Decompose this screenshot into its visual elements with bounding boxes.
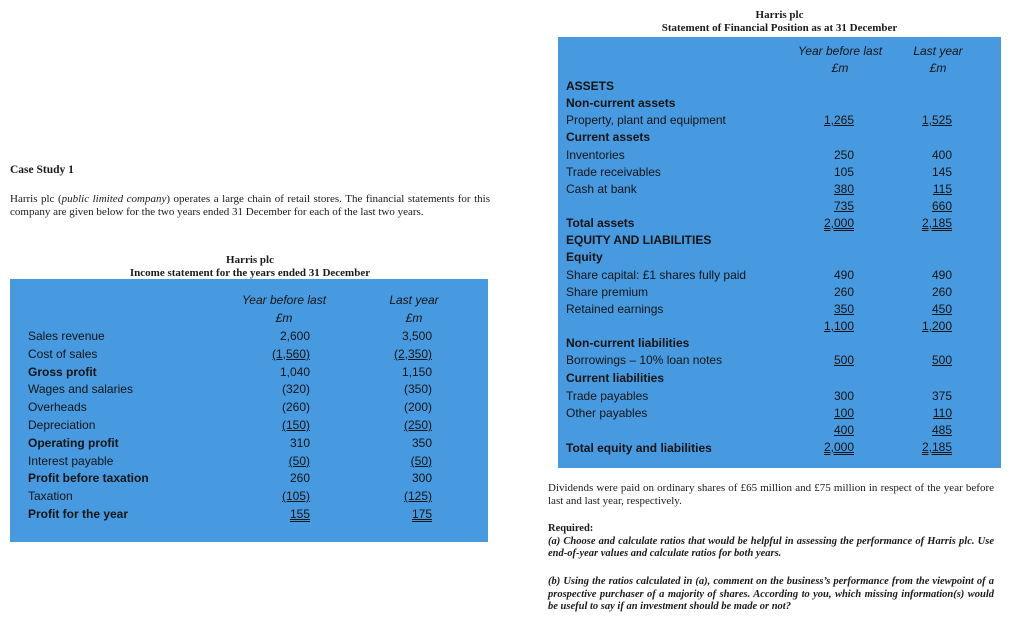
bs-cash-label: Cash at bank xyxy=(566,182,637,196)
is-row-value-col2: (50) xyxy=(410,453,432,468)
bs-inventories-v2: 400 xyxy=(931,148,952,162)
bs-cl-heading: Current liabilities xyxy=(566,371,665,385)
bs-non-current-assets-heading: Non-current assets xyxy=(566,96,676,110)
is-row-label: Operating profit xyxy=(28,435,119,450)
bs-borrowings-v1: 500 xyxy=(833,353,854,367)
is-row-label: Taxation xyxy=(28,489,73,504)
bs-col2-header: Last year xyxy=(913,44,963,58)
is-row-label: Overheads xyxy=(28,400,87,415)
bs-total-assets-label: Total assets xyxy=(566,216,635,230)
bs-col1-unit: £m xyxy=(831,61,849,75)
bs-total-assets-v1: 2,000 xyxy=(823,216,854,230)
is-col2-header: Last year xyxy=(389,293,439,307)
bs-share-premium-v1: 260 xyxy=(833,285,854,299)
is-company: Harris plc xyxy=(226,254,274,266)
bs-ca-total-v2: 660 xyxy=(931,199,952,213)
bs-col1-header: Year before last xyxy=(797,44,883,58)
bs-borrowings-v2: 500 xyxy=(931,353,952,367)
is-row-value-col1: (105) xyxy=(281,489,310,504)
is-row-value-col2: (2,350) xyxy=(393,346,432,361)
bs-ca-total-v1: 735 xyxy=(833,199,854,213)
bs-borrowings-label: Borrowings – 10% loan notes xyxy=(566,353,723,367)
bs-eq-total-v2: 1,200 xyxy=(921,319,952,333)
is-row-value-col2: 175 xyxy=(411,507,432,521)
bs-share-capital-v1: 490 xyxy=(833,268,854,282)
is-row-value-col2: (125) xyxy=(403,489,432,504)
is-row-label: Cost of sales xyxy=(28,346,98,361)
bs-trade-payables-label: Trade payables xyxy=(566,389,649,403)
is-row-label: Depreciation xyxy=(28,418,96,432)
bs-receivables-v2: 145 xyxy=(931,165,952,179)
bs-total-eq-liab-label: Total equity and liabilities xyxy=(566,441,712,455)
income-statement-heading xyxy=(10,254,490,279)
intro-part-2: ) operates a large chain of retail stores. The financial statements for this company are given below for the two years ended 31 December for each of the last two years. xyxy=(10,193,490,218)
is-row-value-col1: 2,600 xyxy=(279,329,310,343)
is-row-value-col1: 310 xyxy=(289,435,310,450)
is-row-label: Profit for the year xyxy=(28,507,129,521)
bs-cl-total-v1: 400 xyxy=(833,423,854,437)
is-row-value-col1: (50) xyxy=(288,453,310,468)
intro-italic: public limited company xyxy=(61,193,167,205)
is-row-value-col1: (1,560) xyxy=(271,346,310,361)
is-row-label: Wages and salaries xyxy=(28,382,133,397)
case-intro-paragraph xyxy=(10,193,490,219)
bs-company: Harris plc xyxy=(755,9,804,21)
is-row-label: Profit before taxation xyxy=(28,471,149,486)
required-title: Required: xyxy=(548,523,594,534)
bs-inventories-label: Inventories xyxy=(566,148,625,162)
is-row-value-col2: 300 xyxy=(411,471,432,486)
bs-share-premium-label: Share premium xyxy=(566,285,649,299)
required-part-a: (a) Choose and calculate ratios that would be helpful in assessing the performance of Harris plc. Use end-of-year values and calculate ratios for both years. xyxy=(548,535,994,559)
bs-cash-v1: 380 xyxy=(833,182,854,196)
is-col1-unit: £m xyxy=(275,311,293,325)
bs-title: Statement of Financial Position as at 31 December xyxy=(661,22,898,34)
is-row-value-col2: (250) xyxy=(403,418,432,432)
bs-ppe-v1: 1,265 xyxy=(823,113,854,127)
bs-eq-total-v1: 1,100 xyxy=(823,319,854,333)
case-study-title: Case Study 1 xyxy=(10,164,74,176)
is-col2-unit: £m xyxy=(405,311,423,325)
is-row-value-col1: (150) xyxy=(281,418,310,432)
dividends-note: Dividends were paid on ordinary shares of £65 million and £75 million in respect of the year before last and last year, respectively. xyxy=(548,482,994,507)
is-row-label: Interest payable xyxy=(28,453,114,468)
bs-trade-payables-v2: 375 xyxy=(931,389,952,403)
bs-cash-v2: 115 xyxy=(932,182,952,196)
bs-ppe-v2: 1,525 xyxy=(921,113,952,127)
required-section xyxy=(548,523,994,561)
is-row-value-col1: 155 xyxy=(289,507,310,521)
bs-retained-label: Retained earnings xyxy=(566,302,664,316)
is-row-value-col1: 1,040 xyxy=(279,364,310,379)
bs-share-capital-v2: 490 xyxy=(931,268,952,282)
is-row-label: Gross profit xyxy=(28,364,97,379)
is-row-value-col2: (350) xyxy=(403,382,432,397)
is-row-value-col2: 350 xyxy=(411,435,432,450)
is-row-label: Sales revenue xyxy=(28,329,105,343)
bs-other-payables-v1: 100 xyxy=(833,406,854,420)
bs-inventories-v1: 250 xyxy=(833,148,854,162)
bs-ppe-label: Property, plant and equipment xyxy=(566,113,726,127)
bs-total-eq-liab-v2: 2,185 xyxy=(921,440,952,454)
required-part-b: (b) Using the ratios calculated in (a), comment on the business’s performance from the viewpoint of a prospective purchaser of a majority of shares. According to you, which missing information(s) would be useful to say if an investment should be made or not? xyxy=(548,576,994,612)
bs-eq-liab-heading: EQUITY AND LIABILITIES xyxy=(566,233,712,247)
income-statement-panel xyxy=(10,279,488,542)
is-row-value-col1: (320) xyxy=(281,382,310,397)
bs-ncl-heading: Non-current liabilities xyxy=(566,336,690,350)
bs-other-payables-v2: 110 xyxy=(932,406,952,420)
is-row-value-col2: (200) xyxy=(403,400,432,415)
bs-receivables-label: Trade receivables xyxy=(566,165,661,179)
bs-retained-v1: 350 xyxy=(833,302,854,316)
is-row-value-col1: 260 xyxy=(289,471,310,486)
balance-sheet-heading xyxy=(558,9,1001,35)
bs-equity-heading: Equity xyxy=(566,250,603,264)
is-col1-header: Year before last xyxy=(241,293,327,307)
bs-share-capital-label: Share capital: £1 shares fully paid xyxy=(566,268,747,282)
is-row-value-col2: 3,500 xyxy=(401,329,432,343)
intro-part-1: Harris plc ( xyxy=(10,193,62,205)
bs-total-eq-liab-v1: 2,000 xyxy=(823,440,854,454)
bs-current-assets-heading: Current assets xyxy=(566,130,651,144)
bs-col2-unit: £m xyxy=(929,61,947,75)
is-row-value-col1: (260) xyxy=(281,400,310,415)
bs-trade-payables-v1: 300 xyxy=(833,389,854,403)
bs-share-premium-v2: 260 xyxy=(931,285,952,299)
is-row-value-col2: 1,150 xyxy=(401,364,432,379)
bs-receivables-v1: 105 xyxy=(833,165,854,179)
bs-other-payables-label: Other payables xyxy=(566,406,648,420)
bs-retained-v2: 450 xyxy=(931,302,952,316)
bs-cl-total-v2: 485 xyxy=(931,423,952,437)
is-title: Income statement for the years ended 31 December xyxy=(129,266,371,279)
bs-assets-heading: ASSETS xyxy=(566,79,615,93)
bs-total-assets-v2: 2,185 xyxy=(921,216,952,230)
balance-sheet-panel xyxy=(558,37,1001,468)
